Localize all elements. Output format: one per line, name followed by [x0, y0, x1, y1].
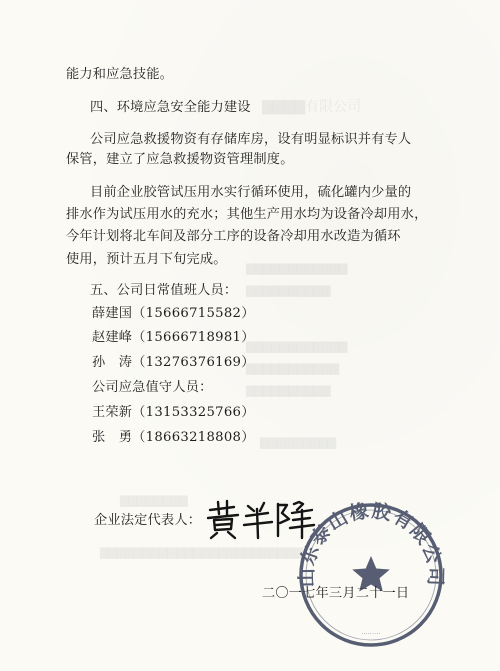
- section-5-heading: 五、公司日常值班人员：: [90, 283, 238, 298]
- bleed-through-text: ▇▇▇▇▇▇▇▇▇▇▇: [246, 362, 340, 375]
- bleed-through-text: ▇▇▇▇▇▇▇▇▇▇▇▇: [246, 340, 348, 353]
- bleed-through-text: ▇▇▇▇▇▇▇▇▇: [260, 436, 337, 449]
- paragraph-line: 目前企业胶管试压用水实行循环使用，硫化罐内少量的: [90, 185, 412, 200]
- paragraph-line: 公司应急救援物资有存储库房，设有明显标识并有专人: [90, 132, 412, 147]
- staff-phone: （18663218808）: [132, 430, 255, 445]
- legal-representative-label: 企业法定代表人：: [94, 513, 202, 528]
- bleed-through-text: ▇▇▇▇有限公司: [262, 99, 362, 115]
- paragraph-line: 保管，建立了应急救援物资管理制度。: [66, 152, 294, 167]
- staff-name: 赵建峰: [92, 330, 133, 345]
- staff-name: 薛建国: [92, 306, 133, 321]
- duty-staff-entry: [92, 329, 255, 347]
- paragraph-continuation: 能力和应急技能。: [66, 67, 174, 82]
- staff-phone: （13276376169）: [132, 355, 255, 370]
- duty-staff-entry: [92, 354, 255, 372]
- company-seal: [296, 500, 446, 650]
- emergency-staff-entry: [92, 404, 255, 422]
- svg-text:山东泰山橡胶有限公司: 山东泰山橡胶有限公司: [296, 500, 446, 588]
- bleed-through-text: ▇▇▇▇▇▇▇▇▇▇▇▇▇▇▇▇▇▇▇▇▇▇▇▇: [100, 546, 304, 559]
- section-4-heading: 四、环境应急安全能力建设: [90, 100, 251, 115]
- emergency-staff-entry: [92, 429, 255, 447]
- staff-name: 孙 涛: [92, 355, 133, 370]
- duty-staff-entry: [92, 305, 255, 323]
- bleed-through-text: ▇▇▇▇▇▇▇▇: [120, 494, 188, 507]
- staff-phone: （13153325766）: [132, 405, 255, 420]
- bleed-through-text: ▇▇▇▇▇▇▇▇▇▇: [246, 284, 331, 297]
- staff-phone: （15666718981）: [132, 330, 255, 345]
- svg-text:·········: ·········: [361, 631, 381, 637]
- staff-name: 张 勇: [92, 430, 133, 445]
- emergency-heading: 公司应急值守人员：: [92, 380, 213, 395]
- document-date: 二〇一七年三月二十一日: [262, 586, 410, 601]
- staff-phone: （15666715582）: [132, 306, 255, 321]
- paragraph-line: 今年计划将北车间及部分工序的设备冷却用水改造为循环: [66, 229, 401, 244]
- bleed-through-text: ▇▇▇▇▇▇▇▇▇▇▇▇: [246, 262, 348, 275]
- staff-name: 王荣新: [92, 405, 133, 420]
- paragraph-line: 使用，预计五月下旬完成。: [66, 252, 227, 267]
- paragraph-line: 排水作为试压用水的充水；其他生产用水均为设备冷却用水，: [66, 207, 428, 222]
- bleed-through-text: ▇▇▇▇▇▇▇▇▇▇: [246, 384, 331, 397]
